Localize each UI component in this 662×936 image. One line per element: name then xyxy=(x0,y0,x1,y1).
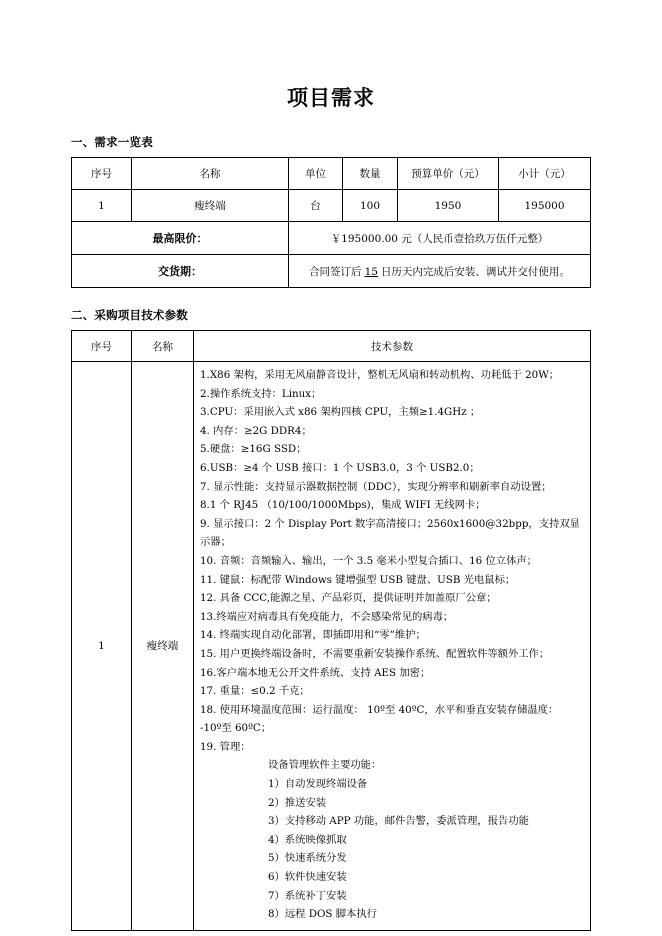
spec-sub-line: 1）自动发现终端设备 xyxy=(268,778,368,791)
cell-index: 1 xyxy=(72,190,132,222)
spec-line: 10. 音频：音频输入、输出，一个 3.5 毫米小型复合插口、16 位立体声； xyxy=(200,554,537,567)
spec-line: 16.客户端本地无公开文件系统、支持 AES 加密； xyxy=(200,666,431,679)
spec-line: 12. 具备 CCC,能源之星、产品彩页，提供证明并加盖原厂公章； xyxy=(200,592,497,605)
column-header-index: 序号 xyxy=(72,158,132,190)
spec-line: 3.CPU：采用嵌入式 x86 架构四核 CPU，主频≥1.4GHz ； xyxy=(200,406,481,419)
spec-line: 19. 管理： xyxy=(200,740,251,753)
spec-line: 7. 显示性能：支持显示器数据控制（DDC），实现分辨率和刷新率自动设置； xyxy=(200,480,552,493)
spec-line: 1.X86 架构，采用无风扇静音设计，整机无风扇和转动机构、功耗低于 20W； xyxy=(200,369,560,381)
table-header-row xyxy=(72,158,591,190)
requirement-summary-table xyxy=(71,157,591,288)
spec-line: 14. 终端实现自动化部署，即插即用和“零”维护； xyxy=(200,629,426,642)
delivery-label: 交货期： xyxy=(72,255,289,288)
spec-sub-line: 设备管理软件主要功能： xyxy=(268,759,382,772)
delivery-prefix: 合同签订后 xyxy=(309,265,362,278)
column-header-name: 名称 xyxy=(132,158,289,190)
spec-line: 2.操作系统支持：Linux； xyxy=(200,387,322,400)
spec-line: 11. 键鼠：标配带 Windows 键增强型 USB 键盘、USB 光电鼠标； xyxy=(200,573,516,586)
spec-sub-line: 7）系统补丁安装 xyxy=(268,889,347,902)
cell-subtotal: 195000 xyxy=(499,190,591,222)
spec-line: 示器； xyxy=(200,536,231,549)
column-header-unit-price: 预算单价（元） xyxy=(398,158,499,190)
cell-unit-price: 1950 xyxy=(398,190,499,222)
spec-line: 18. 使用环境温度范围：运行温度： 10º至 40ºC，水平和垂直安装存储温度： xyxy=(200,703,559,716)
technical-parameters-table xyxy=(71,330,591,931)
spec-sub-line: 2）推送安装 xyxy=(268,796,327,809)
spec-sub-line: 4）系统映像抓取 xyxy=(268,833,347,846)
column-header-subtotal: 小计（元） xyxy=(499,158,591,190)
delivery-row xyxy=(72,255,591,288)
price-cap-value: ￥195000.00 元（人民币壹拾玖万伍仟元整） xyxy=(289,222,591,255)
cell-index: 1 xyxy=(72,362,132,931)
section-heading-technical: 二、采购项目技术参数 xyxy=(71,308,188,322)
spec-sub-line: 8）远程 DOS 脚本执行 xyxy=(268,908,377,921)
spec-line: 9. 显示接口：2 个 Display Port 数字高清接口；2560x1600@32bpp，支持双显 xyxy=(200,517,580,530)
table-header-row xyxy=(72,331,591,362)
column-header-index: 序号 xyxy=(72,331,132,362)
spec-line: 5.硬盘：≥16G SSD； xyxy=(200,443,307,456)
spec-sub-line: 5）快速系统分发 xyxy=(268,852,347,865)
spec-line: 4. 内存：≥2G DDR4； xyxy=(200,424,312,437)
price-cap-label: 最高限价： xyxy=(72,222,289,255)
table-row xyxy=(72,190,591,222)
spec-line: 8.1 个 RJ45 （10/100/1000Mbps)，集成 WIFI 无线网卡； xyxy=(200,499,486,512)
column-header-quantity: 数量 xyxy=(343,158,398,190)
cell-quantity: 100 xyxy=(343,190,398,222)
table-row xyxy=(72,362,591,931)
spec-line: 17. 重量：≤0.2 千克； xyxy=(200,685,310,698)
cell-name: 瘦终端 xyxy=(132,362,194,931)
column-header-name: 名称 xyxy=(132,331,194,362)
delivery-days: 15 xyxy=(364,265,378,278)
spec-line: -10º至 60ºC； xyxy=(200,722,272,735)
cell-unit: 台 xyxy=(289,190,343,222)
spec-line: 15. 用户更换终端设备时，不需要重新安装操作系统、配置软件等额外工作； xyxy=(200,647,550,660)
spec-sub-line: 6）软件快速安装 xyxy=(268,871,347,884)
cell-name: 瘦终端 xyxy=(132,190,289,222)
cell-specifications xyxy=(194,362,591,931)
spec-line: 13.终端应对病毒具有免疫能力，不会感染常见的病毒； xyxy=(200,610,454,623)
column-header-unit: 单位 xyxy=(289,158,343,190)
column-header-specs: 技术参数 xyxy=(194,331,591,362)
delivery-value xyxy=(289,255,591,288)
spec-sub-line: 3）支持移动 APP 功能，邮件告警，委派管理，报告功能 xyxy=(268,815,529,828)
section-heading-requirements: 一、需求一览表 xyxy=(71,135,153,149)
price-cap-row xyxy=(72,222,591,255)
delivery-suffix: 日历天内完成后安装、调试并交付使用。 xyxy=(380,265,570,278)
spec-line: 6.USB：≥4 个 USB 接口：1 个 USB3.0，3 个 USB2.0； xyxy=(200,461,480,474)
page-title: 项目需求 xyxy=(287,85,375,110)
